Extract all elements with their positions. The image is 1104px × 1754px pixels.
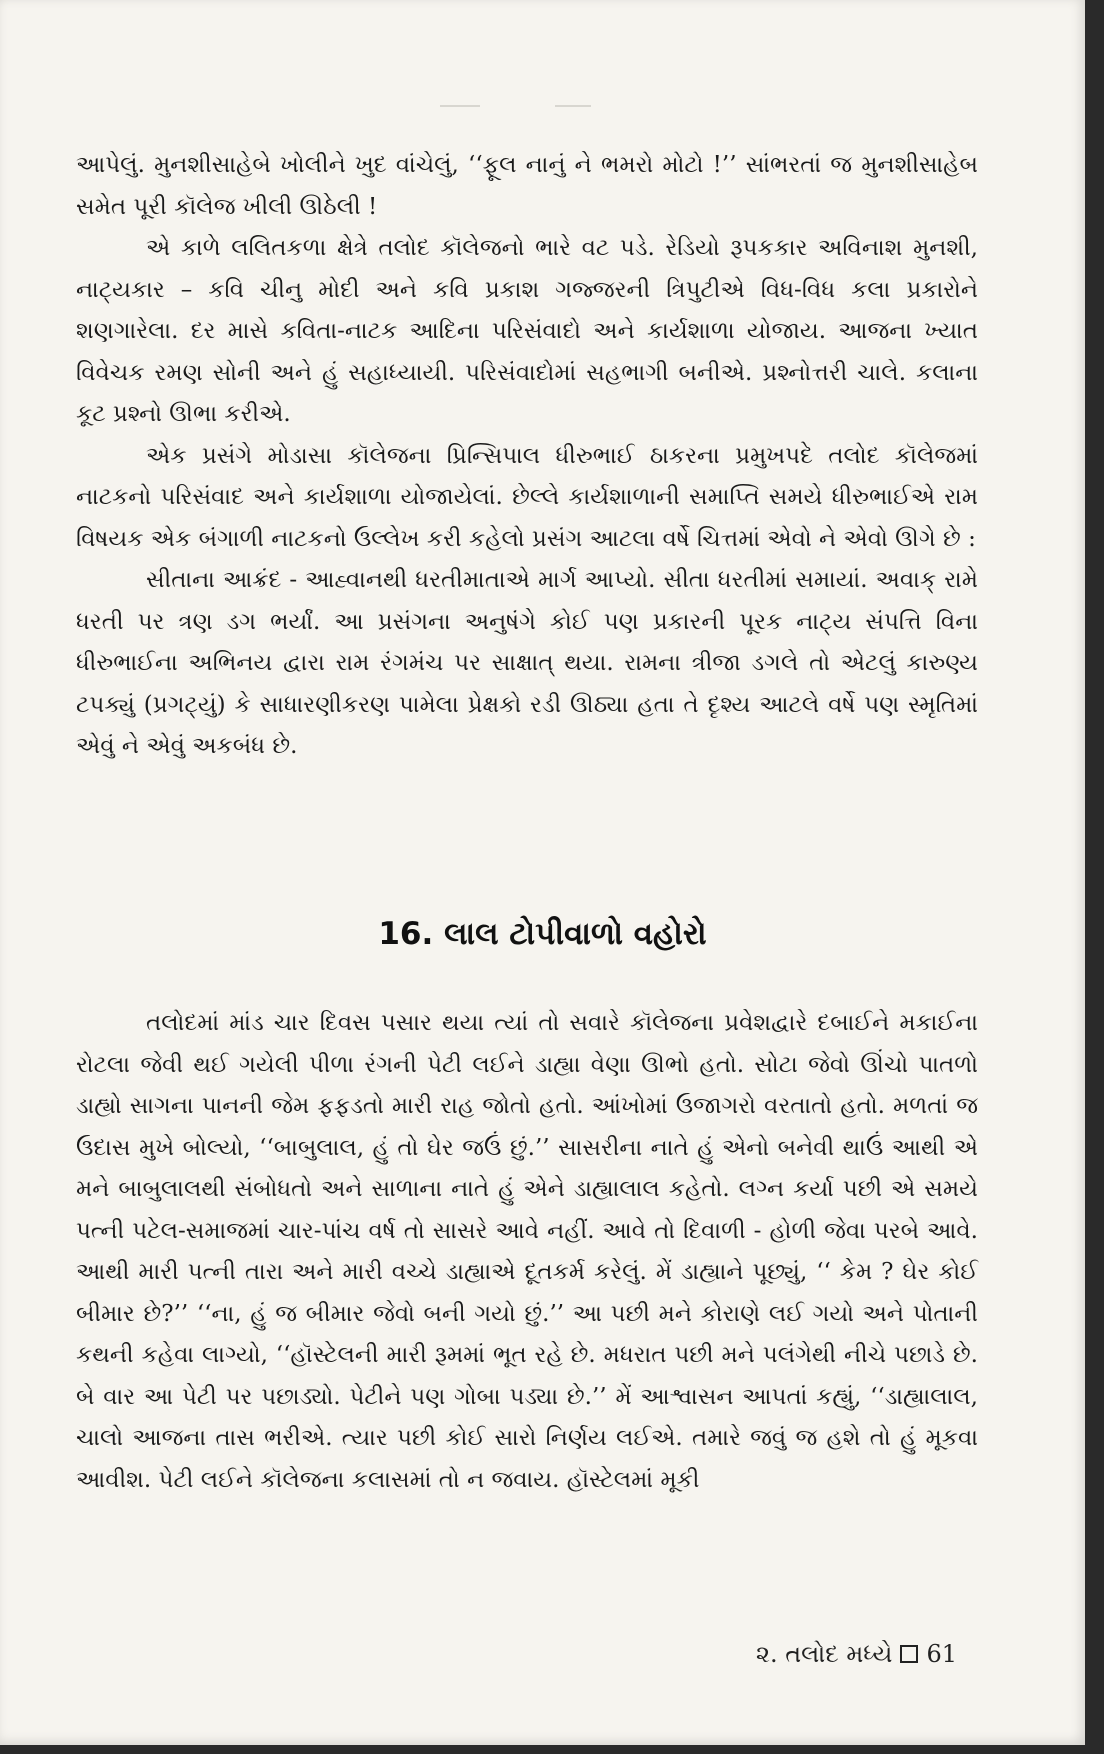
page-number: 61 — [926, 1640, 957, 1668]
running-chapter-label: ૨. તલોદ મધ્યે — [755, 1640, 893, 1668]
page-footer — [756, 1640, 957, 1668]
faint-mark — [440, 105, 480, 107]
paragraph: એ કાળે લલિતકળા ક્ષેત્રે તલોદ કૉલેજનો ભારે વટ પડે. રેડિયો રૂપકકાર અવિનાશ મુનશી, નાટ્યકાર – કવિ ચીનુ મોદી અને કવિ પ્રકાશ ગજ્જરની ત્રિપુટીએ વિધ-વિધ કલા પ્રકારોને શણગારેલા. દર માસે કવિતા-નાટક આદિના પરિસંવાદો અને કાર્યશાળા યોજાય. આજના ખ્યાત વિવેચક રમણ સોની અને હું સહાધ્યાયી. પરિસંવાદોમાં સહભાગી બનીએ. પ્રશ્નોત્તરી ચાલે. કલાના કૂટ પ્રશ્નો ઊભા કરીએ. — [76, 235, 978, 427]
faint-mark — [555, 105, 591, 107]
paragraph: આપેલું. મુનશીસાહેબે ખોલીને ખુદ વાંચેલું, ‘‘ફૂલ નાનું ને ભમરો મોટો !’’ સાંભરતાં જ મુનશીસાહેબ સમેત પૂરી કૉલેજ ખીલી ઊઠેલી ! — [76, 152, 978, 220]
paragraph: એક પ્રસંગે મોડાસા કૉલેજના પ્રિન્સિપાલ ધીરુભાઈ ઠાકરના પ્રમુખપદે તલોદ કૉલેજમાં નાટકનો પરિસંવાદ અને કાર્યશાળા યોજાયેલાં. છેલ્લે કાર્યશાળાની સમાપ્તિ સમયે ધીરુભાઈએ રામ વિષયક એક બંગાળી નાટકનો ઉલ્લેખ કરી કહેલો પ્રસંગ આટલા વર્ષે ચિત્તમાં એવો ને એવો ઊગે છે : — [76, 442, 978, 552]
chapter-title: 16. લાલ ટોપીવાળો વહોરો — [378, 916, 707, 952]
body-text-section-1 — [76, 145, 978, 768]
paragraph: સીતાના આક્રંદ - આહ્વાનથી ધરતીમાતાએ માર્ગ આપ્યો. સીતા ધરતીમાં સમાયાં. અવાક્ રામે ધરતી પર ત્રણ ડગ ભર્યાં. આ પ્રસંગના અનુષંગે કોઈ પણ પ્રકારની પૂરક નાટ્ય સંપત્તિ વિના ધીરુભાઈના અભિનય દ્વારા રામ રંગમંચ પર સાક્ષાત્ થયા. રામના ત્રીજા ડગલે તો એટલું કારુણ્ય ટપક્યું (પ્રગટ્યું) કે સાધારણીકરણ પામેલા પ્રેક્ષકો રડી ઊઠ્યા હતા તે દૃશ્ય આટલે વર્ષે પણ સ્મૃતિમાં એવું ને એવું અકબંધ છે. — [76, 567, 978, 759]
square-separator-icon — [900, 1645, 918, 1663]
paragraph: તલોદમાં માંડ ચાર દિવસ પસાર થયા ત્યાં તો સવારે કૉલેજના પ્રવેશદ્વારે દબાઈને મકાઈના રોટલા જેવી થઈ ગયેલી પીળા રંગની પેટી લઈને ડાહ્યા વેણા ઊભો હતો. સોટા જેવો ઊંચો પાતળો ડાહ્યો સાગના પાનની જેમ ફફડતો મારી રાહ જોતો હતો. આંખોમાં ઉજાગરો વરતાતો હતો. મળતાં જ ઉદાસ મુખે બોલ્યો, ‘‘બાબુલાલ, હું તો ઘેર જઉં છું.’’ સાસરીના નાતે હું એનો બનેવી થાઉં આથી એ મને બાબુલાલથી સંબોધતો અને સાળાના નાતે હું એને ડાહ્યાલાલ કહેતો. લગ્ન કર્યા પછી એ સમયે પત્ની પટેલ-સમાજમાં ચાર-પાંચ વર્ષ તો સાસરે આવે નહીં. આવે તો દિવાળી - હોળી જેવા પરબે આવે. આથી મારી પત્ની તારા અને મારી વચ્ચે ડાહ્યાએ દૂતકર્મ કરેલું. મેં ડાહ્યાને પૂછ્યું, ‘‘ કેમ ? ઘેર કોઈ બીમાર છે?’’ ‘‘ના, હું જ બીમાર જેવો બની ગયો છું.’’ આ પછી મને કોરાણે લઈ ગયો અને પોતાની કથની કહેવા લાગ્યો, ‘‘હૉસ્ટેલની મારી રૂમમાં ભૂત રહે છે. મધરાત પછી મને પલંગેથી નીચે પછાડે છે. બે વાર આ પેટી પર પછાડ્યો. પેટીને પણ ગોબા પડ્યા છે.’’ મેં આશ્વાસન આપતાં કહ્યું, ‘‘ડાહ્યાલાલ, ચાલો આજના તાસ ભરીએ. ત્યાર પછી કોઈ સારો નિર્ણય લઈએ. તમારે જવું જ હશે તો હું મૂકવા આવીશ. પેટી લઈને કૉલેજના કલાસમાં તો ન જવાય. હૉસ્ટેલમાં મૂકી — [76, 1010, 978, 1493]
body-text-section-2 — [76, 1003, 978, 1501]
